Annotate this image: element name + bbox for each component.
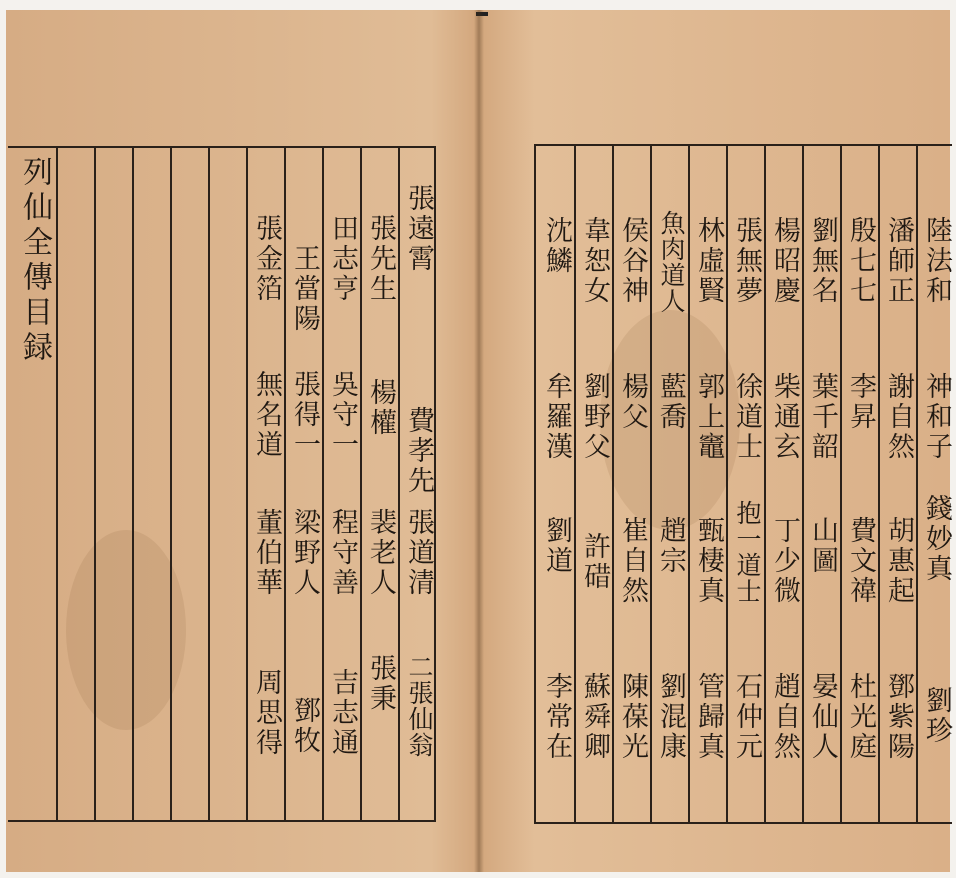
right-page-frame — [534, 144, 952, 824]
toc-column — [728, 146, 764, 822]
toc-entry: 程守善 — [327, 508, 358, 598]
toc-entry: 柴通玄 — [769, 372, 800, 462]
toc-entry: 鄧紫陽 — [883, 672, 914, 762]
toc-entry: 葉千韶 — [807, 372, 838, 462]
toc-entry: 甄棲真 — [693, 516, 724, 606]
toc-entry: 殷七七 — [845, 216, 876, 306]
column-rule — [94, 148, 96, 820]
toc-entry: 徐道士 — [731, 372, 762, 462]
toc-entry: 張遠霄 — [403, 184, 434, 274]
toc-column — [286, 148, 322, 820]
toc-entry: 陳葆光 — [617, 672, 648, 762]
toc-entry: 胡惠起 — [883, 516, 914, 606]
toc-entry: 田志亨 — [327, 214, 358, 304]
toc-entry: 梁野人 — [289, 508, 320, 598]
toc-column — [248, 148, 284, 820]
left-page-frame — [8, 146, 436, 822]
toc-column — [652, 146, 688, 822]
toc-entry: 周思得 — [251, 668, 282, 758]
toc-entry: 劉道 — [541, 516, 572, 576]
toc-entry: 神和子 — [921, 372, 952, 462]
toc-entry: 費文禕 — [845, 516, 876, 606]
toc-entry: 郭上竈 — [693, 372, 724, 462]
toc-entry: 吳守一 — [327, 370, 358, 460]
left-page — [6, 10, 478, 872]
toc-entry: 山圖 — [807, 516, 838, 576]
book-title: 列仙全傳目録 — [17, 156, 52, 366]
toc-entry: 錢妙真 — [921, 494, 952, 584]
toc-entry: 謝自然 — [883, 372, 914, 462]
toc-column — [842, 146, 878, 822]
toc-entry: 韋恕女 — [579, 216, 610, 306]
toc-column — [324, 148, 360, 820]
toc-column — [576, 146, 612, 822]
toc-entry: 張先生 — [365, 214, 396, 304]
toc-entry: 二張仙翁 — [405, 654, 434, 758]
toc-entry: 趙宗 — [655, 516, 686, 576]
toc-entry: 張金箔 — [251, 214, 282, 304]
toc-entry: 蘇舜卿 — [579, 672, 610, 762]
toc-entry: 張道清 — [403, 508, 434, 598]
toc-entry: 管歸真 — [693, 672, 724, 762]
toc-entry: 楊權 — [365, 378, 396, 438]
toc-entry: 吉志通 — [327, 668, 358, 758]
toc-entry: 無名道 — [251, 370, 282, 460]
toc-entry: 許碏 — [579, 532, 610, 592]
toc-column — [804, 146, 840, 822]
toc-column — [880, 146, 916, 822]
toc-column — [362, 148, 398, 820]
toc-entry: 裴老人 — [365, 508, 396, 598]
toc-entry: 楊昭慶 — [769, 216, 800, 306]
toc-entry: 劉珍 — [921, 686, 952, 746]
toc-entry: 張得一 — [289, 370, 320, 460]
toc-entry: 鄧牧 — [289, 696, 320, 756]
column-rule — [208, 148, 210, 820]
toc-entry: 李常在 — [541, 672, 572, 762]
toc-entry: 楊父 — [617, 372, 648, 432]
toc-column — [690, 146, 726, 822]
toc-entry: 張秉 — [365, 654, 396, 714]
toc-entry: 藍喬 — [655, 372, 686, 432]
toc-entry: 抱一道士 — [733, 500, 762, 604]
toc-column — [918, 146, 954, 822]
toc-entry: 王當陽 — [289, 244, 320, 334]
column-rule — [56, 148, 58, 820]
toc-entry: 潘師正 — [883, 216, 914, 306]
toc-entry: 石仲元 — [731, 672, 762, 762]
toc-entry: 劉無名 — [807, 216, 838, 306]
column-rule — [170, 148, 172, 820]
toc-entry: 劉野父 — [579, 372, 610, 462]
toc-entry: 董伯華 — [251, 508, 282, 598]
toc-entry: 侯谷神 — [617, 216, 648, 306]
toc-entry: 林虛賢 — [693, 216, 724, 306]
right-page — [480, 10, 950, 872]
toc-entry: 丁少微 — [769, 516, 800, 606]
toc-entry: 杜光庭 — [845, 672, 876, 762]
toc-entry: 牟羅漢 — [541, 372, 572, 462]
toc-entry: 陸法和 — [921, 216, 952, 306]
toc-entry: 趙自然 — [769, 672, 800, 762]
toc-entry: 沈鱗 — [541, 216, 572, 276]
toc-column — [766, 146, 802, 822]
toc-entry: 費孝先 — [403, 406, 434, 496]
toc-column — [400, 148, 436, 820]
toc-column — [614, 146, 650, 822]
toc-column — [538, 146, 574, 822]
toc-entry: 張無夢 — [731, 216, 762, 306]
toc-entry: 魚肉道人 — [657, 210, 686, 314]
toc-entry: 晏仙人 — [807, 672, 838, 762]
toc-entry: 李昇 — [845, 372, 876, 432]
toc-entry: 崔自然 — [617, 516, 648, 606]
column-rule — [132, 148, 134, 820]
book-spread — [6, 10, 950, 872]
toc-entry: 劉混康 — [655, 672, 686, 762]
